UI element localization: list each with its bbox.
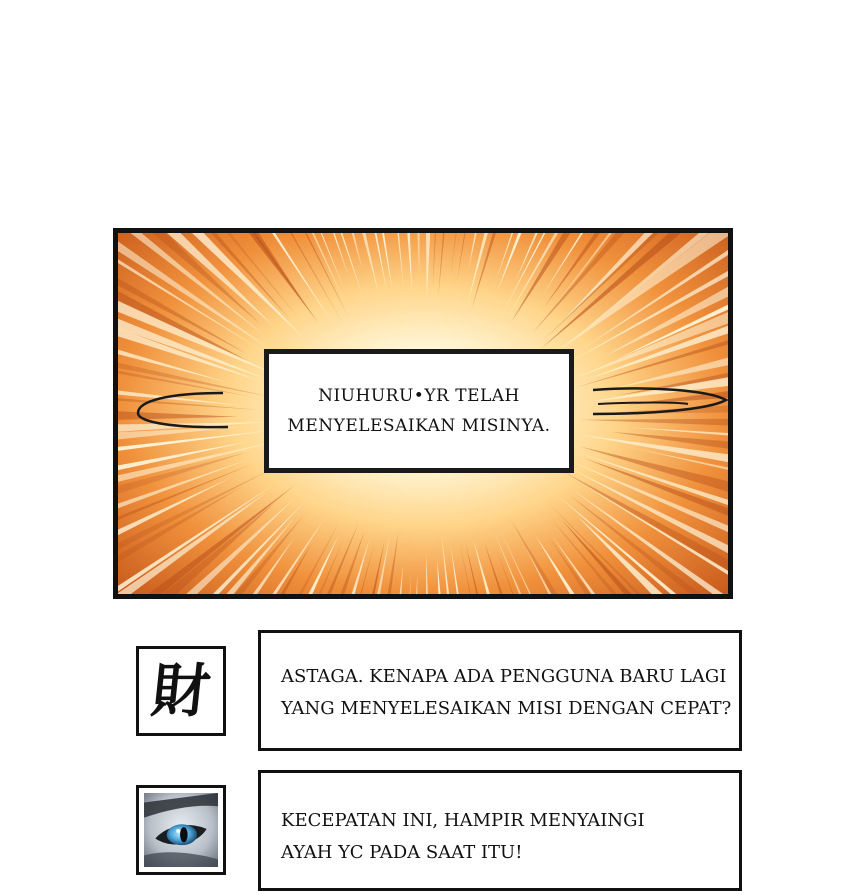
speed-line: [433, 233, 457, 289]
chat-message-2: [258, 770, 742, 891]
speed-line: [167, 233, 349, 319]
speed-line: [564, 472, 728, 594]
speed-line: [465, 543, 557, 594]
chat-message-2-line-2: AYAH YC PADA SAAT ITU!: [281, 842, 523, 863]
speed-line: [306, 535, 390, 594]
speed-line: [457, 233, 522, 281]
chat-message-1: [258, 630, 742, 751]
speed-line: [576, 280, 728, 388]
chat-message-2-text: [281, 805, 645, 869]
speed-line: [198, 524, 358, 594]
avatar-cai-character: [136, 646, 226, 736]
narration-line-1: NIUHURU•YR TELAH: [318, 386, 520, 406]
speed-line: [330, 531, 399, 594]
speed-lines-panel: [113, 228, 733, 599]
speed-line: [438, 233, 477, 299]
avatar-wolf-eye: [136, 785, 226, 875]
chat-message-1-line-1: ASTAGA. KENAPA ADA PENGGUNA BARU LAGI: [281, 666, 727, 687]
right-swoosh-line: [588, 378, 728, 428]
narration-text: [287, 381, 550, 441]
speed-line: [442, 535, 492, 594]
avatar-character-text: 財: [148, 657, 214, 725]
speed-line: [426, 553, 440, 594]
chat-message-2-line-1: KECEPATAN INI, HAMPIR MENYAINGI: [281, 810, 645, 831]
narration-line-2: MENYELESAIKAN MISINYA.: [287, 416, 551, 436]
chat-message-1-line-2: YANG MENYELESAIKAN MISI DENGAN CEPAT?: [281, 698, 732, 719]
speed-line: [401, 575, 418, 594]
speed-line: [403, 233, 423, 275]
speed-line: [472, 233, 595, 308]
narration-box: [264, 349, 574, 473]
left-swoosh-line: [128, 383, 228, 443]
wolf-eye-icon: [144, 791, 218, 869]
chat-message-1-text: [281, 661, 731, 725]
speed-line: [308, 233, 388, 294]
